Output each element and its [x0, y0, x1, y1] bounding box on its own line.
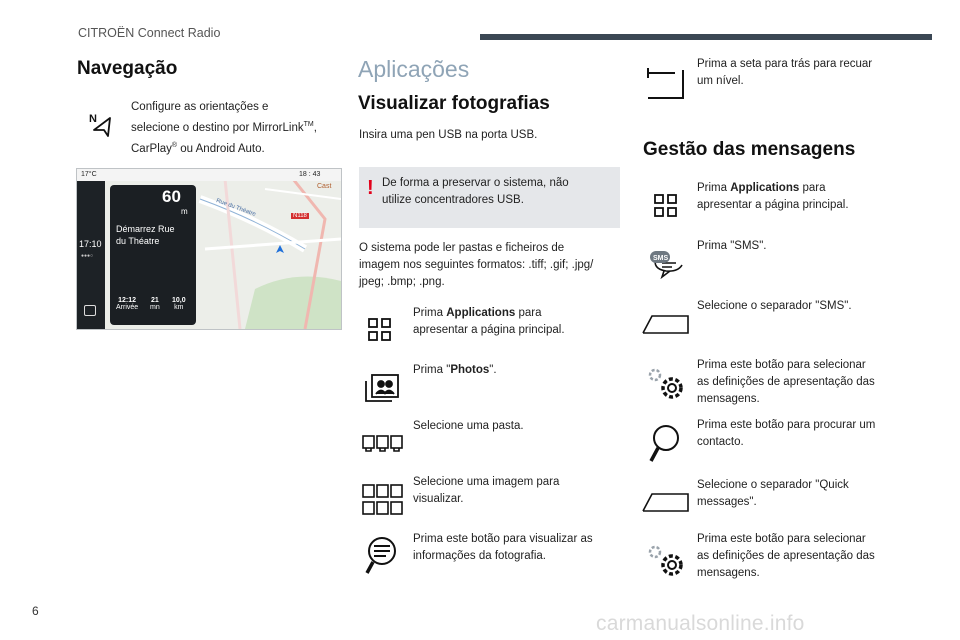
page-number: 6 [32, 604, 39, 618]
temperature: 17°C [81, 171, 97, 178]
svg-text:SMS: SMS [653, 255, 669, 262]
aplic-step-3: Selecione uma pasta. [413, 420, 524, 432]
distance-unit: m [181, 207, 188, 216]
aplic-step-5: Prima este botão para visualizar as informações da fotografia. [413, 533, 593, 562]
section-title-mensagens: Gestão das mensagens [643, 139, 856, 160]
usb-intro: Insira uma pen USB na porta USB. [359, 129, 538, 141]
tab-icon [642, 491, 690, 513]
warning-box [359, 167, 620, 228]
back-arrow-icon [645, 66, 685, 102]
side-time: 17:10 [79, 239, 102, 249]
image-grid-icon [362, 484, 404, 516]
navegacao-description [131, 99, 341, 158]
aplic-step-1: Prima Applications para apresentar a página principal. [413, 307, 565, 336]
running-header: CITROËN Connect Radio [78, 26, 221, 40]
msg-step-2: Prima "SMS". [697, 240, 767, 252]
msg-step-6: Selecione o separador "Quick messages". [697, 479, 849, 508]
msg-step-7: Prima este botão para selecionar as definições de apresentação das mensagens. [697, 533, 875, 579]
kilometers: 10,0 km [172, 297, 186, 311]
side-bar [77, 169, 105, 329]
applications-grid-icon [654, 194, 678, 218]
road-badge: N118 [293, 213, 307, 219]
settings-gears-icon [646, 366, 686, 402]
back-description: Prima a seta para trás para recuar um nível. [697, 58, 873, 87]
msg-step-5: Prima este botão para procurar um contacto. [697, 419, 876, 448]
msg-step-1: Prima Applications para apresentar a página principal. [697, 182, 849, 211]
sms-icon [648, 249, 686, 279]
aplic-step-2: Prima "Photos". [413, 364, 497, 376]
applications-grid-icon [368, 318, 392, 342]
warning-text: De forma a preservar o sistema, não utilize concentradores USB. [382, 177, 569, 206]
settings-gears-icon [646, 543, 686, 579]
nav-line2: selecione o destino por MirrorLink™, [131, 121, 317, 134]
home-icon [84, 305, 96, 316]
road-label: Rue du Théatre [215, 198, 257, 218]
watermark: carmanualsonline.info [596, 612, 805, 635]
car-screen-image [76, 168, 342, 330]
formats-text: O sistema pode ler pastas e ficheiros de imagem nos seguintes formatos: .tiff; .gif; .jpg/ jpeg; .bmp; .png. [359, 242, 594, 288]
distance-value: 60 [162, 187, 181, 206]
nav-line3: CarPlay® ou Android Auto. [131, 141, 265, 155]
nav-line1: Configure as orientações e [131, 101, 269, 113]
photos-icon [364, 373, 400, 403]
aplic-step-4: Selecione uma imagem para visualizar. [413, 476, 560, 505]
arrival: 12:12 Arrivée [116, 297, 139, 311]
signal-dots: ●●●○ [81, 253, 94, 259]
status-bar [77, 169, 341, 181]
folders-icon [362, 432, 404, 454]
warning-icon: ! [367, 177, 374, 199]
msg-step-3: Selecione o separador "SMS". [697, 300, 852, 312]
instruction: Démarrez Rue du Théatre [116, 224, 175, 246]
header-bar [480, 34, 932, 40]
section-title-navegacao: Navegação [77, 58, 178, 79]
msg-step-4: Prima este botão para selecionar as definições de apresentação das mensagens. [697, 359, 875, 405]
tab-icon [642, 313, 690, 335]
clock: 18 : 43 [299, 171, 321, 178]
navigation-arrow-icon [88, 111, 112, 137]
minutes: 21 mn [150, 297, 160, 311]
search-icon [648, 423, 682, 465]
place-label: Cast [317, 183, 332, 190]
info-magnifier-icon [364, 535, 402, 577]
section-title-aplicacoes: Aplicações [358, 56, 470, 82]
subsection-title-fotografias: Visualizar fotografias [358, 93, 550, 114]
guidance-card [110, 185, 196, 325]
svg-text:N: N [89, 113, 97, 125]
